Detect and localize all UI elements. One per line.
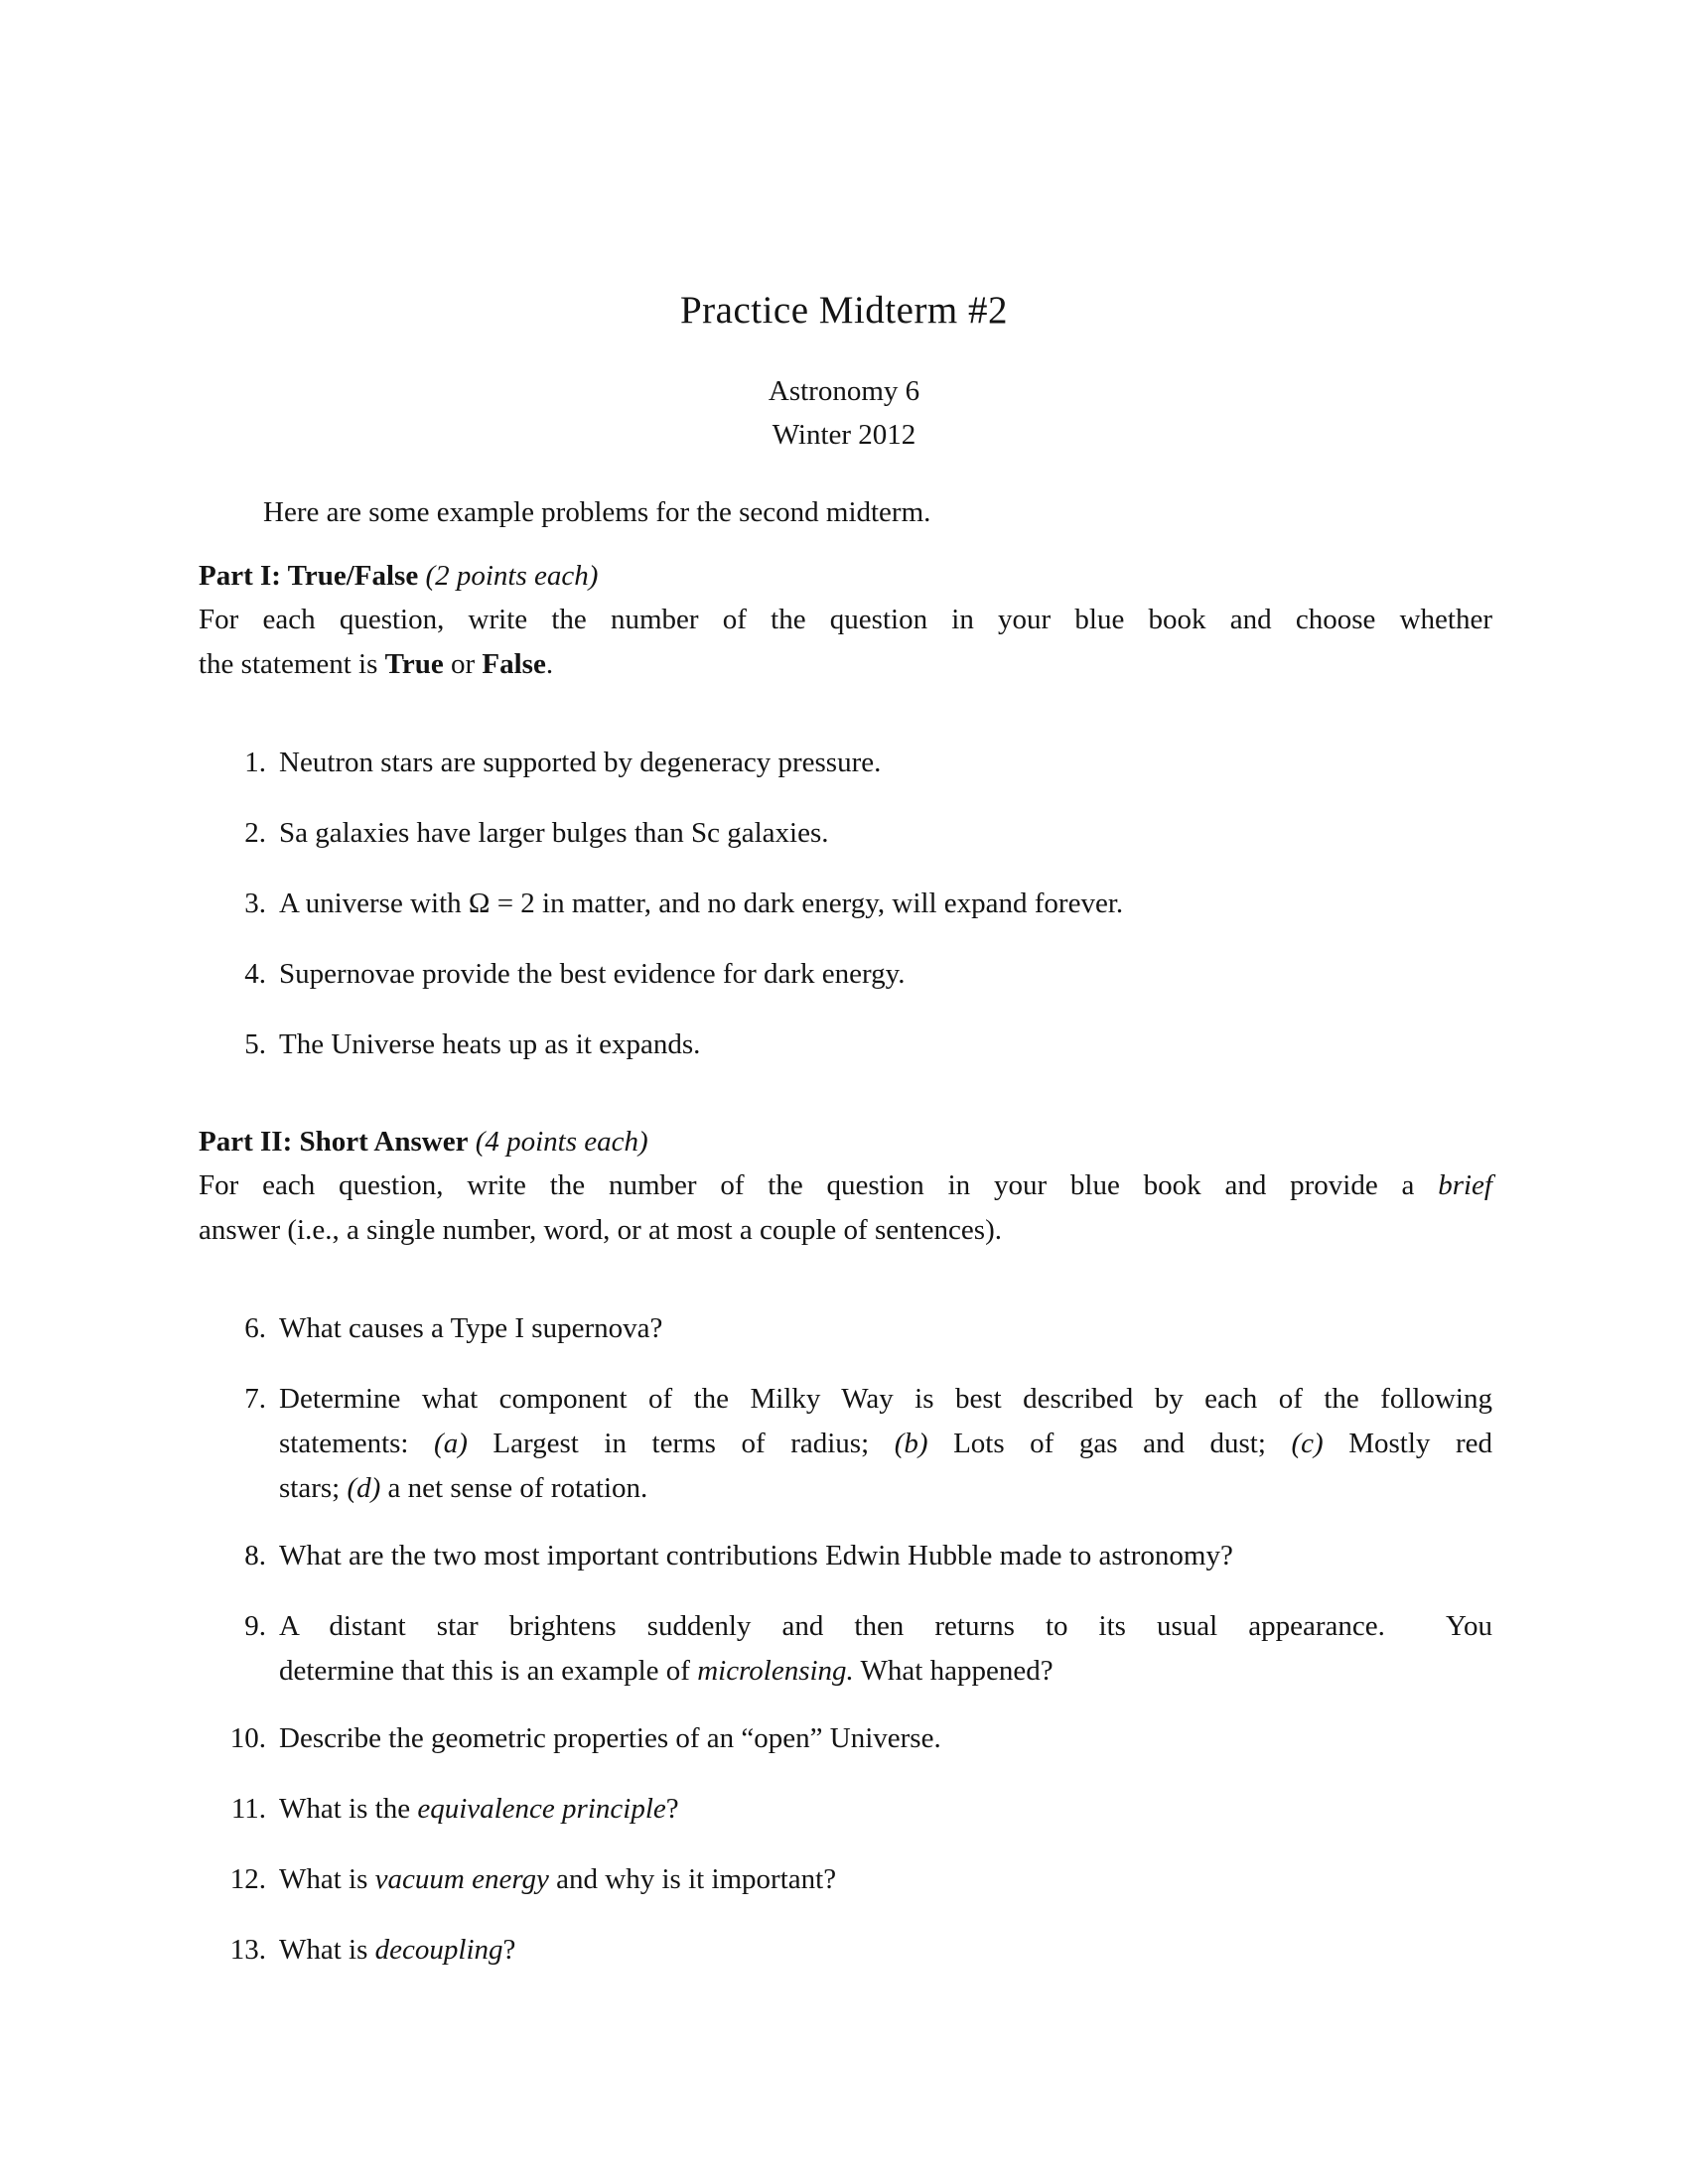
q7-stars: stars; bbox=[279, 1472, 348, 1504]
q9-line2 bbox=[279, 1649, 1492, 1694]
question-text: What are the two most important contributions Edwin Hubble made to astronomy? bbox=[279, 1540, 1233, 1571]
q7-part-d: (d) bbox=[347, 1472, 381, 1504]
q11-term: equivalence principle bbox=[417, 1793, 666, 1825]
part1-instr-end: . bbox=[545, 648, 554, 680]
part1-instructions-line1: For each question, write the number of the question in your blue book and choose whether bbox=[199, 604, 1492, 635]
part2-heading-line bbox=[199, 1120, 648, 1163]
question-number: 5. bbox=[244, 1028, 266, 1060]
question-number: 3. bbox=[244, 887, 266, 919]
question-text: Sa galaxies have larger bulges than Sc galaxies. bbox=[279, 817, 829, 849]
question-number: 9. bbox=[244, 1610, 266, 1642]
part2-instr-pre: For each question, write the number of the question in your blue book and provide a bbox=[199, 1169, 1439, 1201]
question-number: 8. bbox=[244, 1540, 266, 1571]
q13-pre: What is bbox=[279, 1934, 375, 1966]
part2-points: (4 points each) bbox=[475, 1126, 648, 1158]
page-title: Practice Midterm #2 bbox=[679, 289, 1009, 332]
term: Winter 2012 bbox=[772, 419, 916, 451]
question-number: 4. bbox=[244, 958, 266, 990]
course-name: Astronomy 6 bbox=[768, 375, 920, 407]
q7-part-b: (b) bbox=[894, 1428, 928, 1459]
question-text bbox=[279, 1787, 1492, 1832]
q9-term: microlensing. bbox=[697, 1655, 854, 1687]
question-text bbox=[279, 1928, 1492, 1973]
q7-part-c-text: Mostly red bbox=[1323, 1428, 1492, 1459]
question-text: A universe with Ω = 2 in matter, and no dark energy, will expand forever. bbox=[279, 887, 1124, 919]
question-number: 10. bbox=[229, 1722, 266, 1754]
part1-heading-line bbox=[199, 554, 598, 598]
q7-part-a-text: Largest in terms of radius; bbox=[467, 1428, 895, 1459]
question-text: Describe the geometric properties of an “open” Universe. bbox=[279, 1722, 941, 1754]
question-number: 1. bbox=[244, 747, 266, 778]
question-text: The Universe heats up as it expands. bbox=[279, 1028, 701, 1060]
question-number: 7. bbox=[244, 1383, 266, 1415]
brief-term: brief bbox=[1438, 1169, 1492, 1201]
q9-pre: determine that this is an example of bbox=[279, 1655, 698, 1687]
q7-line3 bbox=[279, 1466, 1492, 1511]
q13-post: ? bbox=[502, 1934, 516, 1966]
false-label: False bbox=[482, 648, 546, 680]
q13-term: decoupling bbox=[374, 1934, 503, 1966]
q12-post: and why is it important? bbox=[548, 1863, 837, 1895]
question-text bbox=[279, 1377, 1492, 1511]
part2-instructions-line2: answer (i.e., a single number, word, or at most a couple of sentences). bbox=[199, 1214, 1002, 1246]
question-7 bbox=[199, 1377, 1492, 1511]
part1-instr-or: or bbox=[443, 648, 483, 680]
part1-instr-pre: the statement is bbox=[199, 648, 385, 680]
question-text bbox=[279, 1604, 1492, 1694]
true-label: True bbox=[384, 648, 444, 680]
q7-part-a: (a) bbox=[434, 1428, 468, 1459]
q7-line2 bbox=[279, 1422, 1492, 1466]
q12-pre: What is bbox=[279, 1863, 375, 1895]
question-text: Supernovae provide the best evidence for dark energy. bbox=[279, 958, 906, 990]
intro-text: Here are some example problems for the second midterm. bbox=[263, 496, 931, 528]
q7-statements: statements: bbox=[279, 1428, 435, 1459]
question-9 bbox=[199, 1604, 1492, 1694]
question-number: 12. bbox=[229, 1863, 266, 1895]
part2-heading: Part II: Short Answer bbox=[199, 1126, 469, 1158]
q7-line1: Determine what component of the Milky Way is best described by each of the following bbox=[279, 1383, 1492, 1415]
q9-line1: A distant star brightens suddenly and then returns to its usual appearance. You bbox=[279, 1610, 1492, 1642]
question-text bbox=[279, 1857, 1492, 1902]
q11-post: ? bbox=[665, 1793, 679, 1825]
q11-pre: What is the bbox=[279, 1793, 418, 1825]
part1-points: (2 points each) bbox=[425, 560, 599, 592]
q9-post: What happened? bbox=[853, 1655, 1054, 1687]
question-text: Neutron stars are supported by degeneracy pressure. bbox=[279, 747, 882, 778]
part2-instructions-line1 bbox=[199, 1163, 1492, 1207]
question-number: 2. bbox=[244, 817, 266, 849]
q7-part-d-text: a net sense of rotation. bbox=[380, 1472, 648, 1504]
question-number: 11. bbox=[230, 1793, 266, 1825]
q7-part-c: (c) bbox=[1291, 1428, 1324, 1459]
question-number: 13. bbox=[229, 1934, 266, 1966]
question-number: 6. bbox=[244, 1312, 266, 1344]
part1-instructions-line2 bbox=[199, 642, 553, 686]
q12-term: vacuum energy bbox=[374, 1863, 549, 1895]
question-text: What causes a Type I supernova? bbox=[279, 1312, 663, 1344]
q7-part-b-text: Lots of gas and dust; bbox=[927, 1428, 1292, 1459]
part1-heading: Part I: True/False bbox=[199, 560, 419, 592]
